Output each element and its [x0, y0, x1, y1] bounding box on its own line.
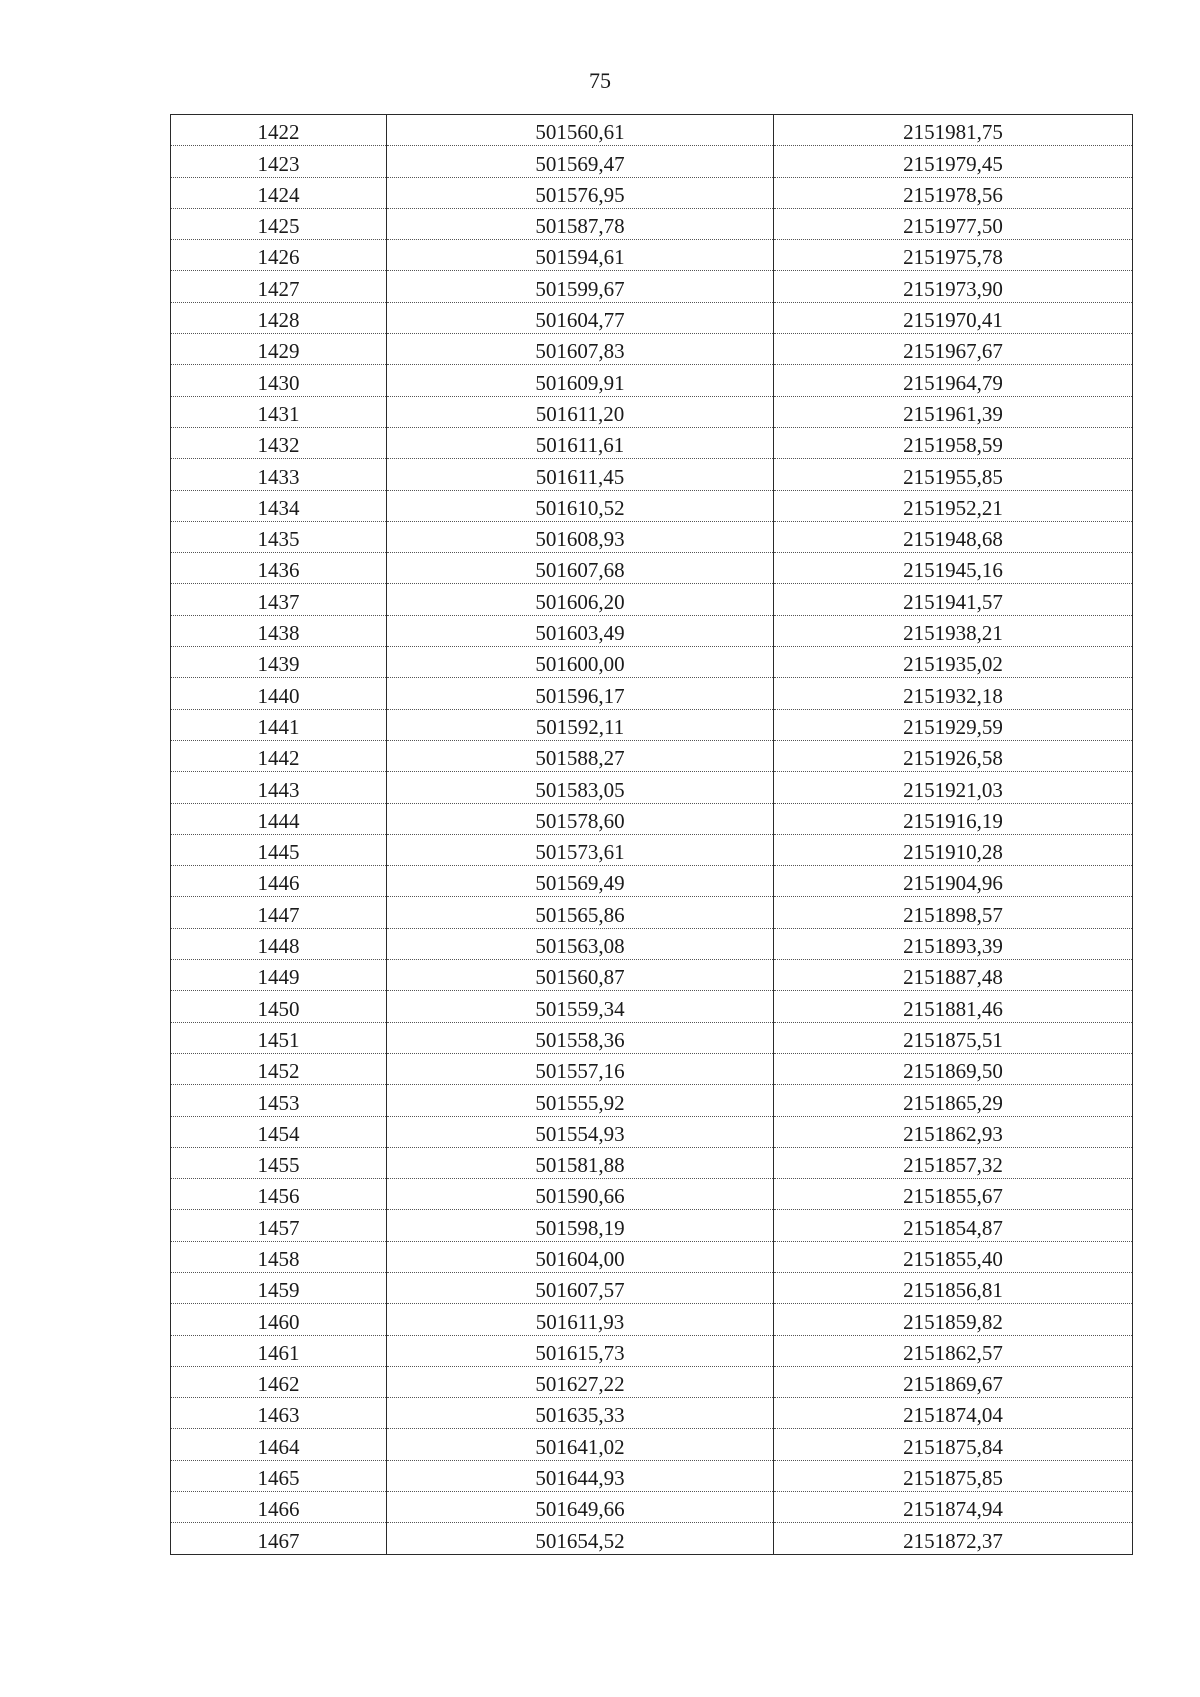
y-coordinate-cell: 2151948,68 [774, 521, 1133, 552]
point-number-cell: 1447 [171, 897, 387, 928]
point-number-cell: 1466 [171, 1492, 387, 1523]
table-row [171, 1210, 1133, 1241]
table-row [171, 1085, 1133, 1116]
y-coordinate-cell: 2151929,59 [774, 709, 1133, 740]
point-number-cell: 1435 [171, 521, 387, 552]
point-number-cell: 1437 [171, 584, 387, 615]
point-number-cell: 1456 [171, 1179, 387, 1210]
table-row [171, 1366, 1133, 1397]
x-coordinate-cell: 501569,49 [387, 866, 774, 897]
table-row [171, 740, 1133, 771]
table-row [171, 240, 1133, 271]
point-number-cell: 1454 [171, 1116, 387, 1147]
table-row [171, 302, 1133, 333]
x-coordinate-cell: 501563,08 [387, 928, 774, 959]
y-coordinate-cell: 2151952,21 [774, 490, 1133, 521]
y-coordinate-cell: 2151887,48 [774, 960, 1133, 991]
point-number-cell: 1451 [171, 1022, 387, 1053]
x-coordinate-cell: 501576,95 [387, 177, 774, 208]
table-row [171, 1053, 1133, 1084]
x-coordinate-cell: 501558,36 [387, 1022, 774, 1053]
x-coordinate-cell: 501587,78 [387, 208, 774, 239]
x-coordinate-cell: 501635,33 [387, 1398, 774, 1429]
y-coordinate-cell: 2151978,56 [774, 177, 1133, 208]
y-coordinate-cell: 2151910,28 [774, 834, 1133, 865]
table-row [171, 115, 1133, 146]
x-coordinate-cell: 501581,88 [387, 1147, 774, 1178]
point-number-cell: 1440 [171, 678, 387, 709]
point-number-cell: 1461 [171, 1335, 387, 1366]
table-row [171, 709, 1133, 740]
table-row [171, 365, 1133, 396]
y-coordinate-cell: 2151869,50 [774, 1053, 1133, 1084]
table-row [171, 1460, 1133, 1491]
y-coordinate-cell: 2151941,57 [774, 584, 1133, 615]
table-row [171, 271, 1133, 302]
table-row [171, 1179, 1133, 1210]
point-number-cell: 1457 [171, 1210, 387, 1241]
point-number-cell: 1431 [171, 396, 387, 427]
table-row [171, 459, 1133, 490]
point-number-cell: 1453 [171, 1085, 387, 1116]
point-number-cell: 1429 [171, 334, 387, 365]
table-row [171, 208, 1133, 239]
point-number-cell: 1450 [171, 991, 387, 1022]
table-row [171, 1147, 1133, 1178]
y-coordinate-cell: 2151875,85 [774, 1460, 1133, 1491]
table-row [171, 991, 1133, 1022]
point-number-cell: 1449 [171, 960, 387, 991]
point-number-cell: 1443 [171, 772, 387, 803]
x-coordinate-cell: 501599,67 [387, 271, 774, 302]
x-coordinate-cell: 501610,52 [387, 490, 774, 521]
y-coordinate-cell: 2151975,78 [774, 240, 1133, 271]
x-coordinate-cell: 501611,45 [387, 459, 774, 490]
table-row [171, 553, 1133, 584]
table-row [171, 584, 1133, 615]
x-coordinate-cell: 501627,22 [387, 1366, 774, 1397]
point-number-cell: 1428 [171, 302, 387, 333]
table-row [171, 396, 1133, 427]
point-number-cell: 1439 [171, 647, 387, 678]
y-coordinate-cell: 2151869,67 [774, 1366, 1133, 1397]
page-number: 75 [589, 68, 611, 93]
y-coordinate-cell: 2151926,58 [774, 740, 1133, 771]
table-row [171, 1523, 1133, 1554]
y-coordinate-cell: 2151955,85 [774, 459, 1133, 490]
table-row [171, 334, 1133, 365]
x-coordinate-cell: 501598,19 [387, 1210, 774, 1241]
x-coordinate-cell: 501611,61 [387, 427, 774, 458]
x-coordinate-cell: 501603,49 [387, 615, 774, 646]
y-coordinate-cell: 2151916,19 [774, 803, 1133, 834]
point-number-cell: 1448 [171, 928, 387, 959]
x-coordinate-cell: 501644,93 [387, 1460, 774, 1491]
point-number-cell: 1442 [171, 740, 387, 771]
y-coordinate-cell: 2151961,39 [774, 396, 1133, 427]
x-coordinate-cell: 501554,93 [387, 1116, 774, 1147]
y-coordinate-cell: 2151964,79 [774, 365, 1133, 396]
x-coordinate-cell: 501615,73 [387, 1335, 774, 1366]
x-coordinate-cell: 501607,83 [387, 334, 774, 365]
x-coordinate-cell: 501573,61 [387, 834, 774, 865]
y-coordinate-cell: 2151932,18 [774, 678, 1133, 709]
y-coordinate-cell: 2151854,87 [774, 1210, 1133, 1241]
y-coordinate-cell: 2151893,39 [774, 928, 1133, 959]
y-coordinate-cell: 2151865,29 [774, 1085, 1133, 1116]
table-row [171, 866, 1133, 897]
x-coordinate-cell: 501611,20 [387, 396, 774, 427]
y-coordinate-cell: 2151935,02 [774, 647, 1133, 678]
table-row [171, 1241, 1133, 1272]
table-row [171, 928, 1133, 959]
x-coordinate-cell: 501607,57 [387, 1272, 774, 1303]
y-coordinate-cell: 2151855,67 [774, 1179, 1133, 1210]
y-coordinate-cell: 2151945,16 [774, 553, 1133, 584]
table-row [171, 1492, 1133, 1523]
table-row [171, 490, 1133, 521]
y-coordinate-cell: 2151862,57 [774, 1335, 1133, 1366]
table-row [171, 960, 1133, 991]
table-row [171, 897, 1133, 928]
x-coordinate-cell: 501608,93 [387, 521, 774, 552]
table-row [171, 1022, 1133, 1053]
y-coordinate-cell: 2151958,59 [774, 427, 1133, 458]
point-number-cell: 1467 [171, 1523, 387, 1554]
point-number-cell: 1460 [171, 1304, 387, 1335]
y-coordinate-cell: 2151979,45 [774, 146, 1133, 177]
y-coordinate-cell: 2151856,81 [774, 1272, 1133, 1303]
x-coordinate-cell: 501641,02 [387, 1429, 774, 1460]
point-number-cell: 1463 [171, 1398, 387, 1429]
point-number-cell: 1432 [171, 427, 387, 458]
point-number-cell: 1423 [171, 146, 387, 177]
table-row [171, 647, 1133, 678]
x-coordinate-cell: 501559,34 [387, 991, 774, 1022]
y-coordinate-cell: 2151874,94 [774, 1492, 1133, 1523]
y-coordinate-cell: 2151898,57 [774, 897, 1133, 928]
point-number-cell: 1434 [171, 490, 387, 521]
x-coordinate-cell: 501611,93 [387, 1304, 774, 1335]
y-coordinate-cell: 2151973,90 [774, 271, 1133, 302]
table-row [171, 146, 1133, 177]
x-coordinate-cell: 501604,77 [387, 302, 774, 333]
y-coordinate-cell: 2151875,84 [774, 1429, 1133, 1460]
point-number-cell: 1455 [171, 1147, 387, 1178]
x-coordinate-cell: 501583,05 [387, 772, 774, 803]
y-coordinate-cell: 2151977,50 [774, 208, 1133, 239]
y-coordinate-cell: 2151981,75 [774, 115, 1133, 146]
point-number-cell: 1465 [171, 1460, 387, 1491]
table-row [171, 521, 1133, 552]
point-number-cell: 1427 [171, 271, 387, 302]
y-coordinate-cell: 2151881,46 [774, 991, 1133, 1022]
point-number-cell: 1452 [171, 1053, 387, 1084]
point-number-cell: 1458 [171, 1241, 387, 1272]
x-coordinate-cell: 501565,86 [387, 897, 774, 928]
y-coordinate-cell: 2151921,03 [774, 772, 1133, 803]
y-coordinate-cell: 2151938,21 [774, 615, 1133, 646]
y-coordinate-cell: 2151970,41 [774, 302, 1133, 333]
x-coordinate-cell: 501609,91 [387, 365, 774, 396]
table-row [171, 1116, 1133, 1147]
x-coordinate-cell: 501560,61 [387, 115, 774, 146]
point-number-cell: 1424 [171, 177, 387, 208]
table-row [171, 772, 1133, 803]
point-number-cell: 1446 [171, 866, 387, 897]
table-row [171, 427, 1133, 458]
table-row [171, 1304, 1133, 1335]
x-coordinate-cell: 501578,60 [387, 803, 774, 834]
y-coordinate-cell: 2151862,93 [774, 1116, 1133, 1147]
x-coordinate-cell: 501600,00 [387, 647, 774, 678]
point-number-cell: 1433 [171, 459, 387, 490]
table-row [171, 834, 1133, 865]
point-number-cell: 1459 [171, 1272, 387, 1303]
point-number-cell: 1425 [171, 208, 387, 239]
x-coordinate-cell: 501607,68 [387, 553, 774, 584]
point-number-cell: 1444 [171, 803, 387, 834]
point-number-cell: 1422 [171, 115, 387, 146]
x-coordinate-cell: 501555,92 [387, 1085, 774, 1116]
point-number-cell: 1436 [171, 553, 387, 584]
x-coordinate-cell: 501596,17 [387, 678, 774, 709]
x-coordinate-cell: 501590,66 [387, 1179, 774, 1210]
x-coordinate-cell: 501606,20 [387, 584, 774, 615]
x-coordinate-cell: 501604,00 [387, 1241, 774, 1272]
coordinates-table-body [171, 115, 1133, 1555]
y-coordinate-cell: 2151967,67 [774, 334, 1133, 365]
table-row [171, 1272, 1133, 1303]
point-number-cell: 1462 [171, 1366, 387, 1397]
x-coordinate-cell: 501588,27 [387, 740, 774, 771]
table-row [171, 1429, 1133, 1460]
x-coordinate-cell: 501569,47 [387, 146, 774, 177]
y-coordinate-cell: 2151904,96 [774, 866, 1133, 897]
table-row [171, 1398, 1133, 1429]
x-coordinate-cell: 501560,87 [387, 960, 774, 991]
point-number-cell: 1430 [171, 365, 387, 396]
y-coordinate-cell: 2151874,04 [774, 1398, 1133, 1429]
point-number-cell: 1441 [171, 709, 387, 740]
y-coordinate-cell: 2151875,51 [774, 1022, 1133, 1053]
point-number-cell: 1464 [171, 1429, 387, 1460]
table-row [171, 1335, 1133, 1366]
table-row [171, 177, 1133, 208]
x-coordinate-cell: 501592,11 [387, 709, 774, 740]
y-coordinate-cell: 2151857,32 [774, 1147, 1133, 1178]
table-row [171, 803, 1133, 834]
point-number-cell: 1438 [171, 615, 387, 646]
table-row [171, 615, 1133, 646]
y-coordinate-cell: 2151872,37 [774, 1523, 1133, 1554]
x-coordinate-cell: 501654,52 [387, 1523, 774, 1554]
y-coordinate-cell: 2151859,82 [774, 1304, 1133, 1335]
y-coordinate-cell: 2151855,40 [774, 1241, 1133, 1272]
table-row [171, 678, 1133, 709]
point-number-cell: 1426 [171, 240, 387, 271]
x-coordinate-cell: 501557,16 [387, 1053, 774, 1084]
x-coordinate-cell: 501649,66 [387, 1492, 774, 1523]
point-number-cell: 1445 [171, 834, 387, 865]
x-coordinate-cell: 501594,61 [387, 240, 774, 271]
coordinates-table [170, 114, 1133, 1555]
